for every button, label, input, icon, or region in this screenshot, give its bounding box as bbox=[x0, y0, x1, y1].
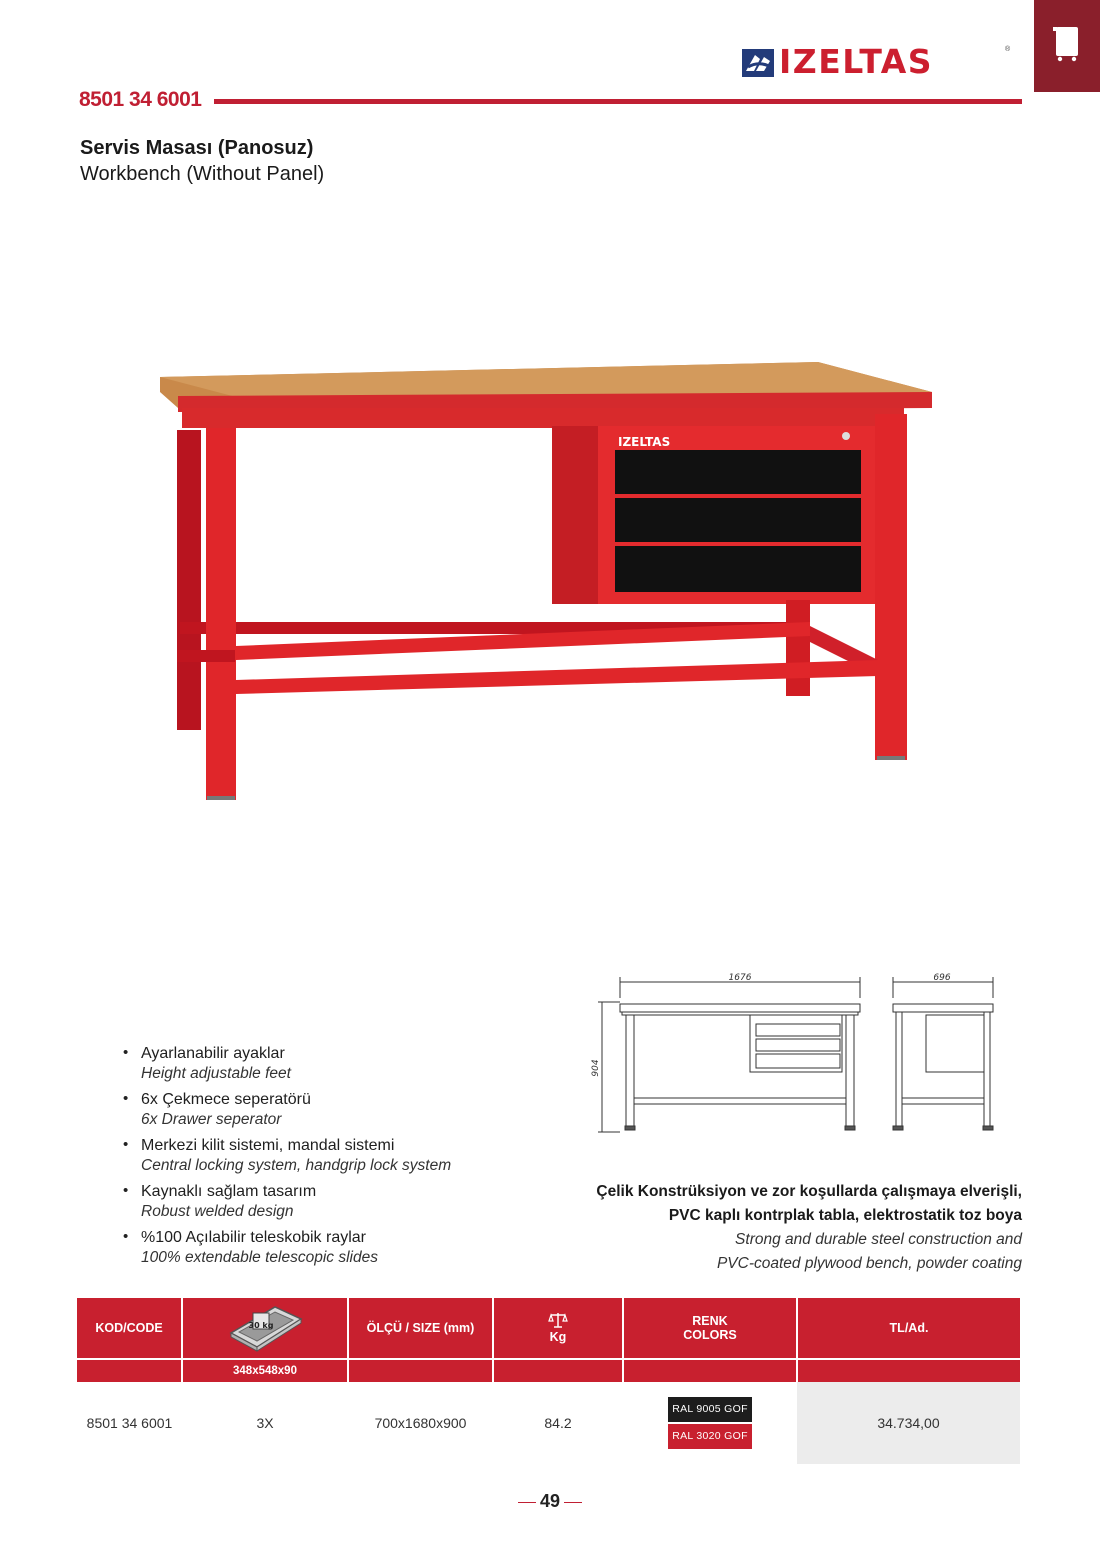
cell-code: 8501 34 6001 bbox=[86, 1415, 173, 1431]
workbench-image bbox=[150, 350, 950, 810]
cabinet-brand-label: IZELTAS bbox=[618, 435, 671, 449]
spec-table bbox=[77, 1298, 1020, 1464]
description-en-line1: Strong and durable steel construction and bbox=[735, 1231, 1022, 1248]
drawer-tray-icon bbox=[225, 1301, 305, 1353]
product-title-tr: Servis Masası (Panosuz) bbox=[80, 137, 314, 159]
brand-wordmark: IZELTAS bbox=[779, 42, 934, 81]
drawer-load-label: 30 kg bbox=[248, 1320, 274, 1330]
description-tr-line2: PVC kaplı kontrplak tabla, elektrostatik toz boya bbox=[668, 1207, 1022, 1224]
feature-tr: • Merkezi kilit sistemi, mandal sistemi bbox=[141, 1137, 395, 1154]
color-chip-black: RAL 9005 GOF bbox=[668, 1397, 752, 1422]
product-description bbox=[596, 1180, 1022, 1276]
product-code-heading: 8501 34 6001 bbox=[79, 88, 202, 111]
feature-en: Height adjustable feet bbox=[141, 1065, 291, 1082]
feature-item bbox=[120, 1089, 451, 1130]
brand-logo bbox=[742, 42, 1012, 81]
tool-cabinet-icon bbox=[1053, 24, 1081, 62]
cell-size: 700x1680x900 bbox=[374, 1415, 467, 1431]
page-number bbox=[500, 1491, 600, 1512]
cell-weight: 84.2 bbox=[544, 1415, 572, 1431]
header-drawer bbox=[182, 1298, 348, 1359]
header-weight bbox=[493, 1298, 623, 1359]
header-price: TL/Ad. bbox=[797, 1298, 1020, 1359]
cell-colors bbox=[623, 1382, 797, 1464]
feature-item bbox=[120, 1043, 451, 1084]
product-title-en: Workbench (Without Panel) bbox=[80, 163, 325, 185]
colors-label-tr: RENK bbox=[692, 1314, 728, 1328]
section-tab bbox=[1034, 0, 1100, 92]
table-subheader-row bbox=[77, 1359, 1020, 1382]
page-number-value: 49 bbox=[539, 1491, 561, 1511]
izeltas-emblem-icon bbox=[742, 49, 774, 77]
feature-list bbox=[120, 1043, 451, 1273]
feature-en: Central locking system, handgrip lock system bbox=[141, 1157, 452, 1174]
feature-tr: • 6x Çekmece seperatörü bbox=[141, 1091, 311, 1108]
feature-tr: • %100 Açılabilir teleskobik raylar bbox=[141, 1229, 366, 1246]
description-en-line2: PVC-coated plywood bench, powder coating bbox=[716, 1255, 1022, 1272]
feature-tr: • Ayarlanabilir ayaklar bbox=[141, 1045, 285, 1062]
table-header-row bbox=[77, 1298, 1020, 1359]
header-rule bbox=[214, 99, 1022, 104]
height-dimension: 904 bbox=[591, 1059, 601, 1077]
width-dimension: 1676 bbox=[728, 973, 752, 983]
feature-tr: • Kaynaklı sağlam tasarım bbox=[141, 1183, 317, 1200]
feature-item bbox=[120, 1227, 451, 1268]
header-code: KOD/CODE bbox=[77, 1298, 182, 1359]
depth-dimension: 696 bbox=[933, 973, 951, 983]
header-size: ÖLÇÜ / SIZE (mm) bbox=[348, 1298, 493, 1359]
table-row bbox=[77, 1382, 1020, 1464]
drawer-size: 348x548x90 bbox=[182, 1359, 348, 1382]
weight-label: Kg bbox=[549, 1330, 567, 1344]
cell-drawers: 3X bbox=[256, 1415, 274, 1431]
technical-drawing bbox=[590, 968, 1010, 1138]
feature-en: 6x Drawer seperator bbox=[141, 1111, 282, 1128]
cell-price: 34.734,00 bbox=[797, 1382, 1020, 1464]
scale-icon bbox=[548, 1312, 568, 1328]
registered-mark: ® bbox=[1005, 46, 1011, 53]
feature-item bbox=[120, 1135, 451, 1176]
feature-en: 100% extendable telescopic slides bbox=[141, 1249, 378, 1266]
header-colors bbox=[623, 1298, 797, 1359]
description-tr-line1: Çelik Konstrüksiyon ve zor koşullarda çalışmaya elverişli, bbox=[596, 1183, 1022, 1200]
feature-item bbox=[120, 1181, 451, 1222]
feature-en: Robust welded design bbox=[141, 1203, 294, 1220]
colors-label-en: COLORS bbox=[683, 1328, 737, 1342]
color-chip-red: RAL 3020 GOF bbox=[668, 1424, 752, 1449]
